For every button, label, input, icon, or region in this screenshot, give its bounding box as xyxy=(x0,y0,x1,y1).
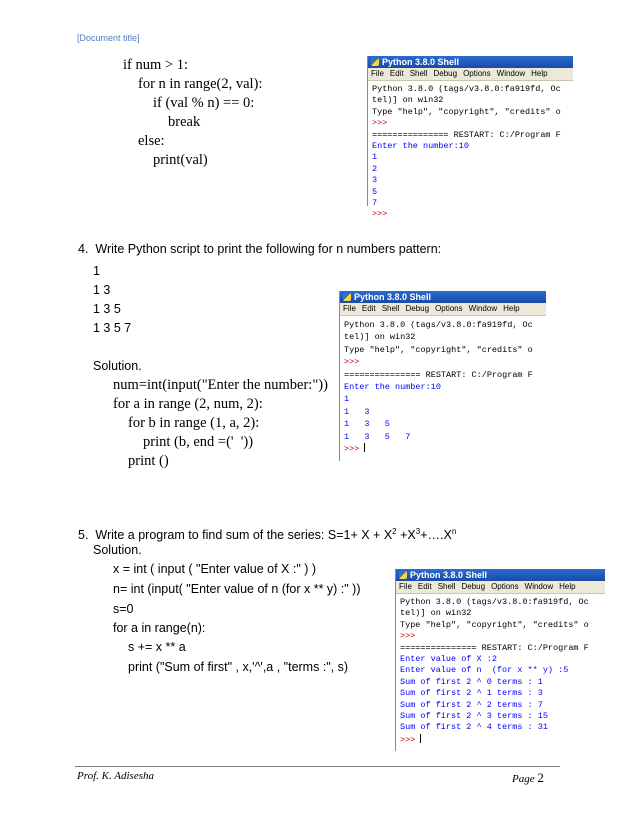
menu-window[interactable]: Window xyxy=(468,304,498,313)
shell-prompt: >>> xyxy=(400,631,421,642)
code-line: print (b, end =(' ')) xyxy=(143,434,254,450)
python-shell-window-2 xyxy=(339,291,546,461)
pattern-line: 1 xyxy=(93,264,100,278)
menu-file[interactable]: File xyxy=(371,69,384,78)
shell-titlebar[interactable] xyxy=(368,56,573,68)
shell-title: Python 3.8.0 Shell xyxy=(410,570,488,580)
code-line: for a in range(n): xyxy=(113,621,206,635)
shell-line: tel)] on win32 xyxy=(344,332,416,343)
code-line: for n in range(2, val): xyxy=(138,76,263,92)
shell-menubar xyxy=(340,303,546,316)
shell-line: Python 3.8.0 (tags/v3.8.0:fa919fd, Oc xyxy=(344,320,533,330)
code-line: for a in range (2, num, 2): xyxy=(113,396,263,412)
shell-prompt: >>> xyxy=(400,734,421,745)
menu-window[interactable]: Window xyxy=(524,582,554,591)
menu-options[interactable]: Options xyxy=(463,69,491,78)
shell-line: Enter the number:10 xyxy=(372,141,469,152)
pattern-line: 1 3 xyxy=(93,283,111,297)
shell-line: 2 xyxy=(372,163,378,174)
shell-line: Python 3.8.0 (tags/v3.8.0:fa919fd, Oc xyxy=(400,597,589,607)
menu-window[interactable]: Window xyxy=(496,69,526,78)
code-line: n= int (input( "Enter value of n (for x ** y) :" )) xyxy=(113,582,361,596)
text-cursor xyxy=(364,443,365,452)
python-icon xyxy=(343,293,351,301)
pattern-line: 1 3 5 xyxy=(93,302,121,316)
shell-line: Enter the number:10 xyxy=(344,382,441,393)
shell-line: Sum of first 2 ^ 2 terms : 7 xyxy=(400,699,543,710)
shell-line: Type "help", "copyright", "credits" o xyxy=(344,344,533,355)
shell-line: Sum of first 2 ^ 4 terms : 31 xyxy=(400,722,548,733)
footer-divider xyxy=(75,766,560,767)
shell-output[interactable] xyxy=(396,594,605,746)
code-line: break xyxy=(168,114,201,130)
menu-help[interactable]: Help xyxy=(503,304,520,313)
code-line: s=0 xyxy=(113,602,134,616)
shell-line: 1 3 5 xyxy=(344,419,390,430)
shell-prompt: >>> xyxy=(344,357,365,368)
shell-line: tel)] on win32 xyxy=(372,95,444,106)
shell-output[interactable] xyxy=(368,81,573,221)
menu-shell[interactable]: Shell xyxy=(437,582,456,591)
shell-line: 5 xyxy=(372,186,378,197)
code-line: print(val) xyxy=(153,152,208,168)
code-line: if num > 1: xyxy=(123,57,188,73)
menu-file[interactable]: File xyxy=(343,304,356,313)
shell-prompt: >>> xyxy=(372,209,393,220)
code-line: for b in range (1, a, 2): xyxy=(128,415,260,431)
menu-options[interactable]: Options xyxy=(435,304,463,313)
python-icon xyxy=(371,58,379,66)
code-line: if (val % n) == 0: xyxy=(153,95,255,111)
shell-line: 3 xyxy=(372,175,378,186)
code-line: else: xyxy=(138,133,165,149)
menu-debug[interactable]: Debug xyxy=(433,69,458,78)
shell-line: Type "help", "copyright", "credits" o xyxy=(372,106,561,117)
menu-edit[interactable]: Edit xyxy=(417,582,432,591)
python-shell-window-1 xyxy=(367,56,573,220)
shell-line: 1 3 xyxy=(344,406,370,417)
shell-line: Enter value of n (for x ** y) :5 xyxy=(400,665,569,676)
shell-prompt: >>> xyxy=(372,118,393,129)
menu-debug[interactable]: Debug xyxy=(405,304,430,313)
footer-author: Prof. K. Adisesha xyxy=(77,770,155,782)
shell-titlebar[interactable] xyxy=(340,291,546,303)
python-icon xyxy=(399,571,407,579)
question-5-heading: 5. Write a program to find sum of the series: $S=1+ X + X^2$ $+X^3+\dots.X^n$ xyxy=(78,527,457,543)
question-4-heading: 4. Write Python script to print the following for n numbers pattern: xyxy=(78,242,442,256)
shell-menubar xyxy=(368,68,573,81)
shell-titlebar[interactable] xyxy=(396,569,605,581)
menu-file[interactable]: File xyxy=(399,582,412,591)
shell-line: =============== RESTART: C:/Program F xyxy=(344,369,533,380)
code-line: print ("Sum of first" , x,'^',a , "terms :", s) xyxy=(128,660,349,674)
menu-help[interactable]: Help xyxy=(559,582,576,591)
footer-page: Page 2 xyxy=(512,770,544,785)
shell-line: 1 xyxy=(344,394,350,405)
menu-debug[interactable]: Debug xyxy=(461,582,486,591)
shell-title: Python 3.8.0 Shell xyxy=(354,292,432,302)
text-cursor xyxy=(420,734,421,743)
shell-line: Type "help", "copyright", "credits" o xyxy=(400,619,589,630)
code-line: print () xyxy=(128,453,169,469)
shell-line: Python 3.8.0 (tags/v3.8.0:fa919fd, Oc xyxy=(372,84,561,94)
shell-line: Sum of first 2 ^ 0 terms : 1 xyxy=(400,676,543,687)
shell-prompt: >>> xyxy=(344,444,365,455)
shell-line: tel)] on win32 xyxy=(400,608,472,619)
shell-output[interactable] xyxy=(340,316,546,455)
code-line: s += x ** a xyxy=(128,640,186,654)
shell-line: 1 xyxy=(372,152,378,163)
menu-help[interactable]: Help xyxy=(531,69,548,78)
shell-line: Enter value of X :2 xyxy=(400,654,497,665)
shell-line: 7 xyxy=(372,198,378,209)
solution-label: Solution. xyxy=(93,543,142,557)
document-title: [Document title] xyxy=(77,33,140,43)
shell-line: =============== RESTART: C:/Program F xyxy=(372,129,561,140)
code-line: x = int ( input ( "Enter value of X :" ) ) xyxy=(113,562,317,576)
menu-options[interactable]: Options xyxy=(491,582,519,591)
shell-line: Sum of first 2 ^ 1 terms : 3 xyxy=(400,688,543,699)
shell-line: Sum of first 2 ^ 3 terms : 15 xyxy=(400,711,548,722)
shell-menubar xyxy=(396,581,605,594)
code-line: num=int(input("Enter the number:")) xyxy=(113,377,328,393)
shell-line: =============== RESTART: C:/Program F xyxy=(400,642,589,653)
shell-line: 1 3 5 7 xyxy=(344,431,411,442)
python-shell-window-3 xyxy=(395,569,605,751)
solution-label: Solution. xyxy=(93,359,142,373)
menu-shell[interactable]: Shell xyxy=(409,69,428,78)
menu-edit[interactable]: Edit xyxy=(389,69,404,78)
pattern-line: 1 3 5 7 xyxy=(93,321,132,335)
menu-edit[interactable]: Edit xyxy=(361,304,376,313)
shell-title: Python 3.8.0 Shell xyxy=(382,57,460,67)
menu-shell[interactable]: Shell xyxy=(381,304,400,313)
